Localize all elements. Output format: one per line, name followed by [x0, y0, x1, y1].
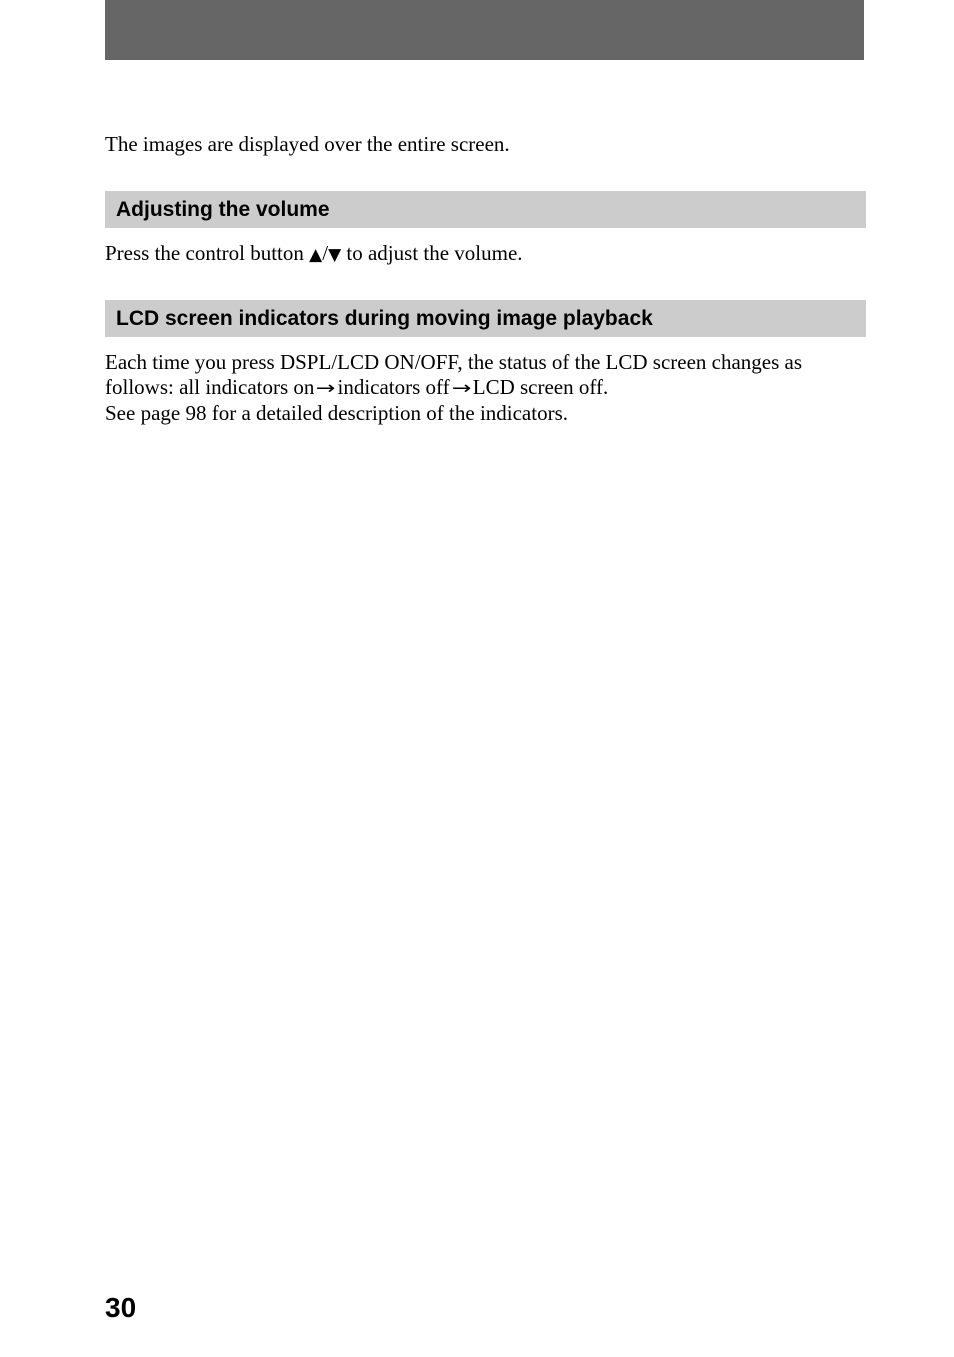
- lcd-state-indicators-off: indicators off: [337, 375, 450, 399]
- lcd-line-2: [105, 375, 865, 401]
- arrow-right-icon: →: [451, 378, 472, 399]
- lcd-state-all-on: follows: all indicators on: [105, 375, 315, 399]
- page-number: 30: [105, 1292, 137, 1323]
- lcd-description: [105, 350, 865, 426]
- section-title-lcd: LCD screen indicators during moving image playback: [116, 307, 653, 330]
- arrow-right-icon: →: [316, 378, 336, 399]
- section-header-volume: [105, 191, 866, 228]
- slash-separator: /: [322, 241, 329, 265]
- intro-text: The images are displayed over the entire screen.: [105, 132, 510, 156]
- volume-text-before: Press the control button: [105, 241, 310, 265]
- section-header-lcd: [105, 300, 866, 337]
- lcd-line-3: See page 98 for a detailed description of the indicators.: [105, 401, 569, 425]
- down-triangle-icon: ▼: [328, 245, 342, 265]
- volume-instruction: [105, 241, 865, 268]
- lcd-state-screen-off: LCD screen off.: [472, 375, 609, 399]
- lcd-line-1: Each time you press DSPL/LCD ON/OFF, the status of the LCD screen changes as: [105, 350, 803, 374]
- header-bar: [105, 0, 864, 60]
- section-title-volume: Adjusting the volume: [116, 198, 330, 221]
- volume-text-after: to adjust the volume.: [341, 241, 523, 265]
- up-triangle-icon: ▲: [309, 245, 323, 265]
